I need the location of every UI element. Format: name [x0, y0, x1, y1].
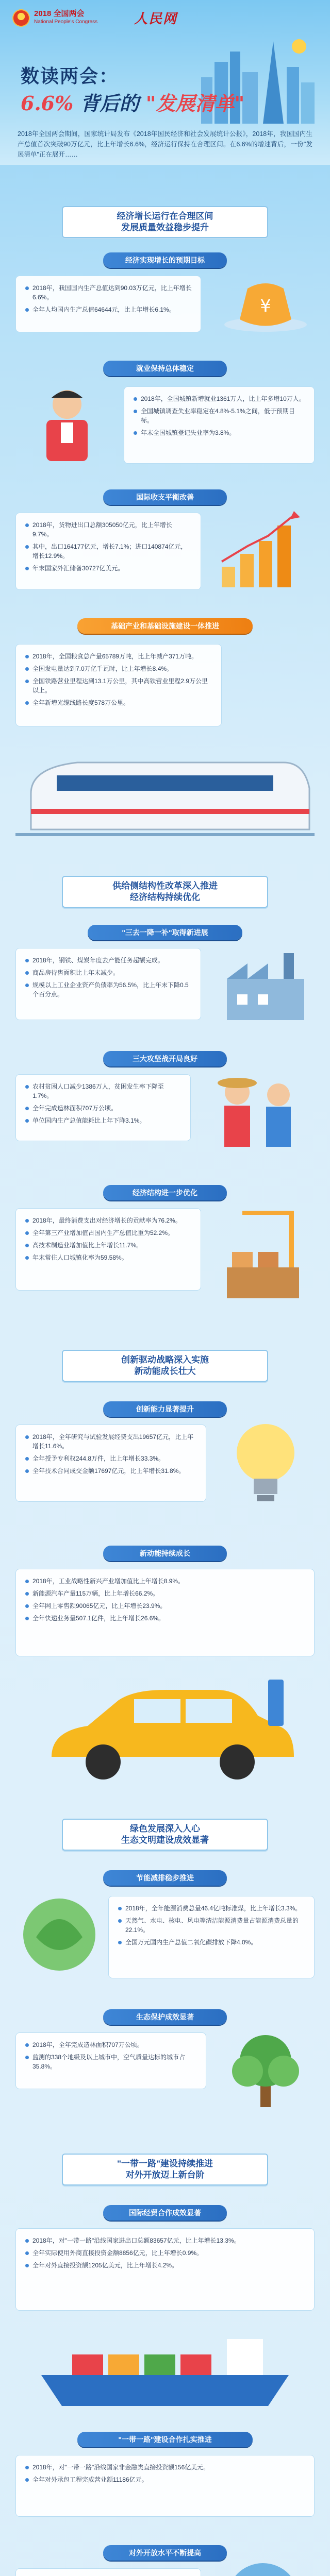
section-1-card-2: [124, 386, 315, 464]
high-speed-train-icon: [15, 732, 315, 845]
list-item: 全年实际使用外商直接投资金额8856亿元，比上年增长0.9%。: [24, 2248, 306, 2258]
globe-icon: [211, 2555, 315, 2576]
list-item: 全年授予专利权244.8万件，比上年增长33.3%。: [24, 1454, 197, 1463]
list-item: 单位国内生产总值能耗比上年下降3.1%。: [24, 1116, 182, 1125]
section-4-banner: 绿色发展深入人心 生态文明建设成效显著: [62, 1819, 268, 1851]
section-3-pill-1: 创新能力显著提升: [103, 1401, 227, 1417]
list-item: 农村贫困人口减少1386万人，贫困发生率下降至1.7%。: [24, 1082, 182, 1100]
section-4-card-2: [15, 2032, 206, 2089]
farmers-icon: [201, 1066, 315, 1154]
factory-icon: [217, 943, 315, 1025]
cargo-ship-icon: [31, 2318, 299, 2411]
list-item: 2018年，全年完成造林面积707万公顷。: [24, 2040, 197, 2049]
bar-growth-icon: [211, 505, 315, 592]
brand-logo: 人民网: [134, 11, 178, 27]
list-item: 2018年，全年能源消费总量46.4亿吨标准煤，比上年增长3.3%。: [117, 1904, 306, 1913]
list-item: 2018年，全国粮食总产量65789万吨，比上年减产371万吨。: [24, 652, 213, 661]
section-3-card-2: [15, 1569, 315, 1656]
header: [0, 0, 330, 165]
section-2-pill-1: "三去一降一补"取得新进展: [88, 925, 242, 940]
list-item: 全年第三产业增加值占国内生产总值比重为52.2%。: [24, 1228, 192, 1238]
list-item: 全国发电量达到7.0万亿千瓦时，比上年增长8.4%。: [24, 664, 213, 673]
list-item: 全年网上零售额90065亿元，比上年增长23.9%。: [24, 1601, 306, 1611]
list-item: 商品房待售面积比上年末减少。: [24, 968, 192, 977]
section-1-pill-3: 国际收支平衡改善: [103, 489, 227, 505]
section-2-card-2: [15, 1074, 191, 1141]
lightbulb-icon: [217, 1412, 315, 1515]
section-5-card-1: [15, 2228, 315, 2311]
list-item: 2018年，全国城镇新增就业1361万人，比上年多增10万人。: [133, 394, 306, 403]
list-item: 2018年，钢铁、煤炭年度去产能任务超额完成。: [24, 956, 192, 965]
list-item: 新能源汽车产量115万辆，比上年增长66.2%。: [24, 1589, 306, 1598]
list-item: 年末国家外汇储备30727亿美元。: [24, 564, 192, 573]
section-3-card-1: [15, 1425, 206, 1502]
list-item: 全年快递业务量507.1亿件，比上年增长26.6%。: [24, 1614, 306, 1623]
section-2-card-1: [15, 948, 201, 1020]
list-item: 全年技术合同成交金额17697亿元，比上年增长31.8%。: [24, 1466, 197, 1476]
list-item: 全年人均国内生产总值64644元，比上年增长6.1%。: [24, 305, 192, 314]
list-item: 年末常住人口城镇化率为59.58%。: [24, 1253, 192, 1262]
section-2-card-3: [15, 1208, 201, 1291]
growth-rate: 6.6%: [21, 92, 74, 115]
section-3-banner: 创新驱动战略深入实施 新动能成长壮大: [62, 1350, 268, 1382]
list-item: 全国城镇调查失业率稳定在4.8%-5.1%之间，低于预期目标。: [133, 406, 306, 425]
section-5-pill-3: 对外开放水平不断提高: [103, 2545, 227, 2561]
list-item: 全国万元国内生产总值二氧化碳排放下降4.0%。: [117, 1938, 306, 1947]
section-1-pill-2: 就业保持总体稳定: [103, 361, 227, 376]
section-1-card-1: [15, 276, 201, 332]
list-item: 2018年，货物进出口总额305050亿元，比上年增长9.7%。: [24, 520, 192, 539]
list-item: 2018年，对"一带一路"沿线国家非金融类直接投资额156亿美元。: [24, 2463, 306, 2472]
list-item: 全国铁路营业里程达到13.1万公里，其中高铁营业里程2.9万公里以上。: [24, 676, 213, 695]
section-2-pill-2: 三大攻坚战开局良好: [103, 1051, 227, 1066]
list-item: 天然气、水电、核电、风电等清洁能源消费量占能源消费总量的22.1%。: [117, 1916, 306, 1935]
list-item: 其中，出口164177亿元，增长7.1%；进口140874亿元，增长12.9%。: [24, 542, 192, 561]
list-item: 2018年，我国国内生产总值达到90.03万亿元，比上年增长6.6%。: [24, 283, 192, 302]
svg-text:¥: ¥: [260, 296, 271, 316]
list-item: 高技术制造业增加值比上年增长11.7%。: [24, 1241, 192, 1250]
list-item: 全年对外承包工程完成营业额11186亿元。: [24, 2475, 306, 2484]
section-1-card-4: [15, 644, 222, 726]
list-item: 监测的338个地级及以上城市中，空气质量达标的城市占35.8%。: [24, 2053, 197, 2071]
cargo-crane-icon: [211, 1200, 315, 1303]
session-title: 2018 全国两会: [34, 9, 85, 18]
tree-icon: [217, 2025, 315, 2112]
list-item: 年末全国城镇登记失业率为3.8%。: [133, 428, 306, 437]
list-item: 2018年，全年研究与试验发展经费支出19657亿元，比上年增长11.6%。: [24, 1432, 197, 1451]
section-3-pill-2: 新动能持续成长: [103, 1546, 227, 1561]
hero-subtitle: [21, 88, 244, 116]
list-item: 2018年，最终消费支出对经济增长的贡献率为76.2%。: [24, 1216, 192, 1225]
section-5-card-2: [15, 2455, 315, 2517]
section-1-banner: 经济增长运行在合理区间 发展质量效益稳步提升: [62, 206, 268, 238]
section-5-pill-2: "一带一路"建设合作扎实推进: [77, 2432, 253, 2447]
section-4-pill-2: 生态保护成效显著: [103, 2009, 227, 2025]
session-subtitle: National People's Congress: [34, 19, 98, 25]
money-bag-icon: [217, 268, 315, 335]
national-emblem-icon: [12, 9, 30, 27]
section-2-pill-3: 经济结构进一步优化: [103, 1185, 227, 1200]
section-1-pill-1: 经济实现增长的预期目标: [103, 252, 227, 268]
worker-icon: [15, 381, 119, 464]
hero-subtitle-main: 背后的: [80, 92, 139, 115]
section-5-pill-1: 国际经贸合作成效显著: [103, 2205, 227, 2221]
list-item: 规模以上工业企业资产负债率为56.5%，比上年末下降0.5个百分点。: [24, 980, 192, 999]
list-item: 2018年，工业战略性新兴产业增加值比上年增长8.9%。: [24, 1577, 306, 1586]
list-item: 2018年，对"一带一路"沿线国家进出口总额83657亿元，比上年增长13.3%。: [24, 2236, 306, 2245]
list-item: 全年完成造林面积707万公顷。: [24, 1104, 182, 1113]
section-5-card-3: [15, 2568, 201, 2576]
section-1-pill-4: 基础产业和基础设施建设一体推进: [77, 618, 253, 634]
list-item: 全年新增光缆线路长度578万公里。: [24, 698, 213, 707]
list-item: 全年对外直接投资额1205亿美元，比上年增长4.2%。: [24, 2261, 306, 2270]
section-2-banner: 供给侧结构性改革深入推进 经济结构持续优化: [62, 876, 268, 908]
leaf-globe-icon: [15, 1891, 103, 1978]
hero-subtitle-accent: "发展清单": [145, 92, 245, 115]
section-4-card-1: [108, 1896, 315, 1978]
session-logo: [12, 9, 97, 27]
section-5-banner: "一带一路"建设持续推进 对外开放迈上新台阶: [62, 2154, 268, 2185]
section-1-card-3: [15, 513, 201, 590]
electric-car-icon: [31, 1669, 299, 1793]
intro-paragraph: 2018年全国两会期间，国家统计局发布《2018年国民经济和社会发展统计公报》，2018年，我国国内生产总值首次突破90万亿元，比上年增长6.6%，经济运行保持在合理区间。在6.6%的增速背后，一份"发展清单"正在展开……: [18, 130, 312, 158]
section-4-pill-1: 节能减排稳步推进: [103, 1870, 227, 1886]
hero-title: 数读两会：: [21, 65, 119, 87]
